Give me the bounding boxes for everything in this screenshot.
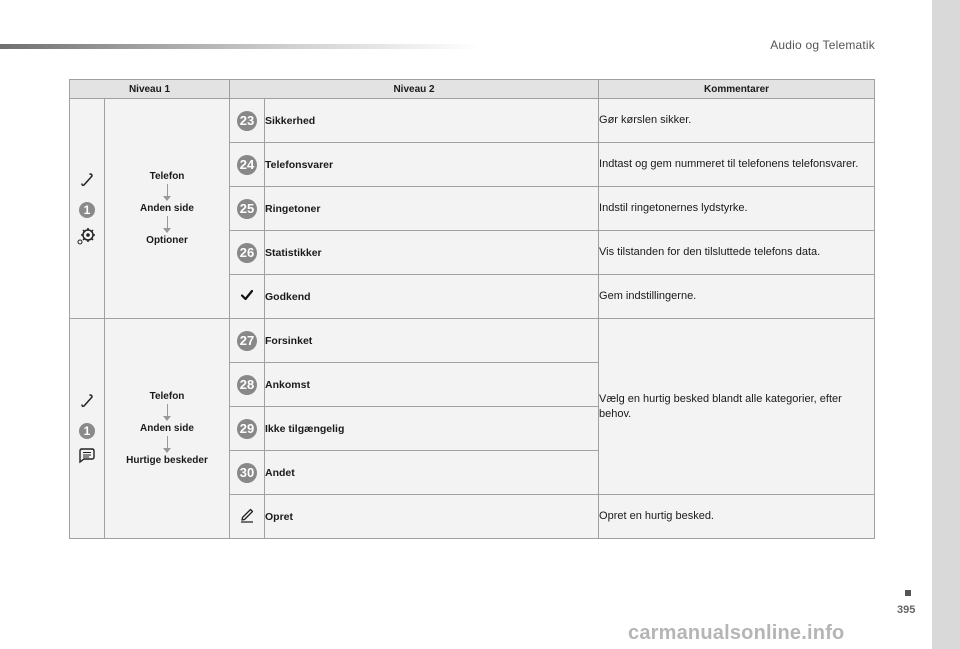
- menu-table: [69, 79, 875, 539]
- settings-gear-icon: [76, 226, 98, 246]
- badge-cell: [230, 187, 265, 231]
- option-comment: Vis tilstanden for den tilsluttede telefons data.: [599, 231, 875, 275]
- step-badge: 26: [237, 243, 257, 263]
- step-badge: 24: [237, 155, 257, 175]
- option-comment: Gør kørslen sikker.: [599, 99, 875, 143]
- arrow-down-icon: [167, 216, 168, 229]
- badge-cell: [230, 319, 265, 363]
- option-label: Opret: [265, 495, 599, 539]
- level1-path: [105, 99, 230, 319]
- option-label: Ankomst: [265, 363, 599, 407]
- checkmark-icon: [240, 288, 254, 302]
- step-badge: 29: [237, 419, 257, 439]
- option-comment: Indstil ringetonernes lydstyrke.: [599, 187, 875, 231]
- badge-cell: [230, 363, 265, 407]
- badge-cell: [230, 143, 265, 187]
- option-comment: Opret en hurtig besked.: [599, 495, 875, 539]
- level1-step-telefon: Telefon: [149, 171, 185, 182]
- arrow-down-icon: [167, 404, 168, 417]
- option-label: Godkend: [265, 275, 599, 319]
- step-badge: 23: [237, 111, 257, 131]
- step-badge: 30: [237, 463, 257, 483]
- table-row: [70, 319, 875, 363]
- option-label: Forsinket: [265, 319, 599, 363]
- icon-cell: [230, 495, 265, 539]
- option-comment: Indtast og gem nummeret til telefonens telefonsvarer.: [599, 143, 875, 187]
- arrow-down-icon: [167, 436, 168, 449]
- watermark: carmanualsonline.info: [628, 622, 845, 644]
- table-header-row: [70, 80, 875, 99]
- option-label: Ikke tilgængelig: [265, 407, 599, 451]
- level1-step-anden-side: Anden side: [140, 203, 194, 214]
- page-number: 395: [897, 604, 916, 616]
- option-comment: Gem indstillingerne.: [599, 275, 875, 319]
- pencil-icon: [239, 507, 255, 523]
- column-header-level1: Niveau 1: [70, 80, 230, 99]
- column-header-level2: Niveau 2: [230, 80, 599, 99]
- phone-handset-icon: [80, 172, 94, 188]
- option-comment-shared: Vælg en hurtig besked blandt alle kategorier, efter behov.: [599, 319, 875, 495]
- level1-step-optioner: Optioner: [146, 235, 188, 246]
- table-row: [70, 99, 875, 143]
- level1-step-telefon: Telefon: [149, 391, 185, 402]
- badge-cell: [230, 451, 265, 495]
- level1-step-hurtige-beskeder: Hurtige beskeder: [126, 455, 208, 466]
- level1-icons: [70, 319, 105, 539]
- level1-path: [105, 319, 230, 539]
- badge-cell: [230, 99, 265, 143]
- arrow-down-icon: [167, 184, 168, 197]
- option-label: Sikkerhed: [265, 99, 599, 143]
- step-badge: 1: [79, 423, 95, 439]
- badge-cell: [230, 231, 265, 275]
- message-bubble-icon: [76, 447, 98, 465]
- phone-handset-icon: [80, 393, 94, 409]
- side-strip: [932, 0, 960, 649]
- icon-cell: [230, 275, 265, 319]
- step-badge: 1: [79, 202, 95, 218]
- page-header-title: Audio og Telematik: [770, 38, 875, 52]
- column-header-comments: Kommentarer: [599, 80, 875, 99]
- option-label: Telefonsvarer: [265, 143, 599, 187]
- step-badge: 27: [237, 331, 257, 351]
- option-label: Ringetoner: [265, 187, 599, 231]
- option-label: Statistikker: [265, 231, 599, 275]
- page-marker: [905, 590, 911, 596]
- level1-step-anden-side: Anden side: [140, 423, 194, 434]
- step-badge: 28: [237, 375, 257, 395]
- option-label: Andet: [265, 451, 599, 495]
- step-badge: 25: [237, 199, 257, 219]
- badge-cell: [230, 407, 265, 451]
- header-gradient-bar: [0, 44, 480, 49]
- level1-icons: [70, 99, 105, 319]
